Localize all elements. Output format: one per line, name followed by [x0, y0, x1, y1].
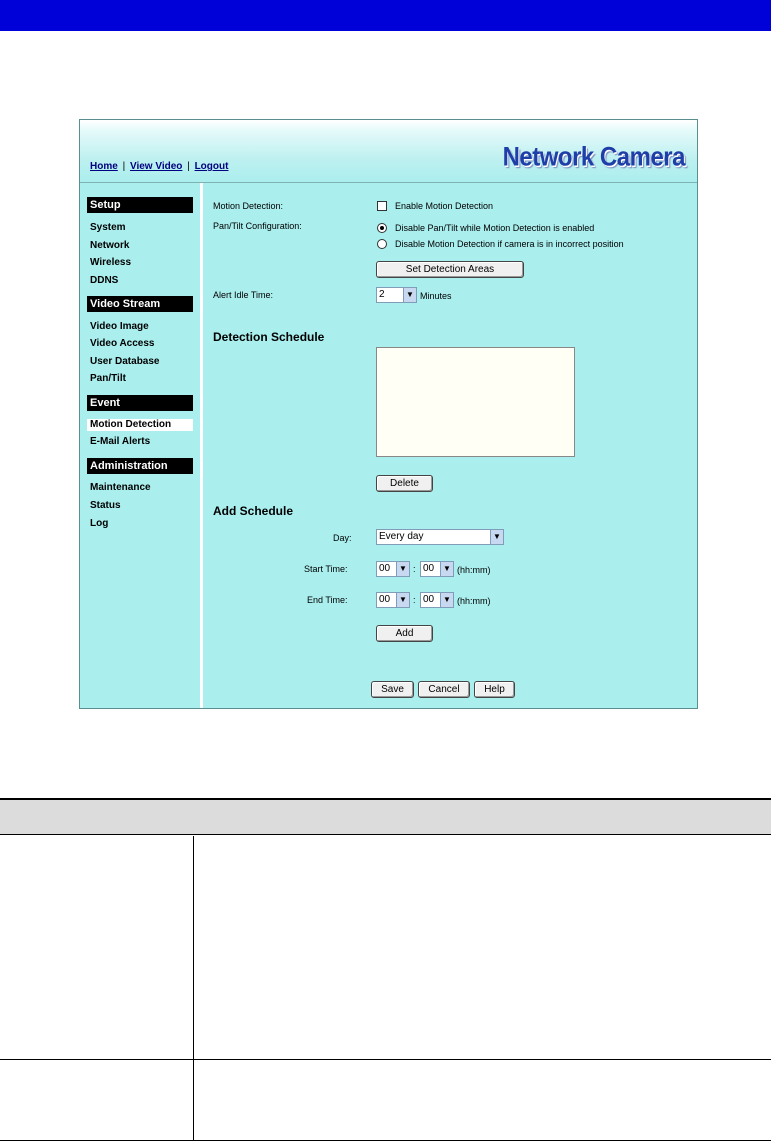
start-hour-select[interactable] — [376, 561, 410, 577]
chevron-down-icon: ▼ — [396, 562, 409, 576]
table-header-row — [0, 800, 771, 835]
sidebar-item-email-alerts[interactable]: E-Mail Alerts — [90, 436, 151, 447]
add-button[interactable]: Add — [376, 625, 433, 642]
sidebar-item-video-access[interactable]: Video Access — [90, 338, 155, 349]
top-blue-bar — [0, 0, 771, 31]
motion-detection-label: Motion Detection: — [213, 201, 284, 211]
schedule-listbox[interactable] — [376, 347, 575, 457]
table-column-divider — [193, 1060, 194, 1140]
sidebar-item-user-database[interactable]: User Database — [90, 356, 160, 367]
day-label: Day: — [333, 533, 352, 543]
sidebar-item-wireless[interactable]: Wireless — [90, 257, 132, 268]
main-panel — [206, 183, 697, 708]
enable-motion-detection-checkbox[interactable] — [377, 201, 387, 211]
chevron-down-icon: ▼ — [440, 562, 453, 576]
delete-button[interactable]: Delete — [376, 475, 433, 492]
brand-logo: Network Camera — [502, 142, 685, 173]
sidebar-heading-video-stream: Video Stream — [87, 296, 193, 312]
day-select[interactable] — [376, 529, 504, 545]
help-button[interactable]: Help — [474, 681, 515, 698]
time-colon: : — [413, 595, 416, 605]
sidebar-item-ddns[interactable]: DDNS — [90, 275, 119, 286]
day-value: Every day — [379, 531, 424, 542]
table-row-divider — [0, 1059, 771, 1060]
chevron-down-icon: ▼ — [490, 530, 503, 544]
end-minute-value: 00 — [423, 594, 435, 605]
pan-tilt-option1-label: Disable Pan/Tilt while Motion Detection is enabled — [395, 223, 595, 233]
sidebar-item-system[interactable]: System — [90, 222, 126, 233]
nav-view-video-link[interactable]: View Video — [129, 161, 183, 172]
chevron-down-icon: ▼ — [396, 593, 409, 607]
end-time-label: End Time: — [307, 595, 348, 605]
table-column-divider — [193, 836, 194, 1059]
sidebar-item-status[interactable]: Status — [90, 500, 121, 511]
alert-idle-time-value: 2 — [379, 289, 385, 300]
time-colon: : — [413, 564, 416, 574]
sidebar-heading-event: Event — [87, 395, 193, 411]
header — [80, 120, 697, 183]
camera-config-screenshot — [79, 119, 698, 709]
pan-tilt-option1-radio[interactable] — [377, 223, 387, 233]
add-schedule-heading: Add Schedule — [213, 504, 294, 518]
end-hour-value: 00 — [379, 594, 391, 605]
sidebar-item-pan-tilt[interactable]: Pan/Tilt — [90, 373, 126, 384]
nav-separator: | — [122, 161, 126, 172]
save-button[interactable]: Save — [371, 681, 414, 698]
start-time-label: Start Time: — [304, 564, 348, 574]
nav-home-link[interactable]: Home — [90, 161, 118, 172]
nav-links — [90, 161, 228, 172]
sidebar-item-motion-detection[interactable]: Motion Detection — [87, 419, 193, 431]
description-table — [0, 798, 771, 800]
end-hour-select[interactable] — [376, 592, 410, 608]
pan-tilt-option2-radio[interactable] — [377, 239, 387, 249]
chevron-down-icon: ▼ — [403, 288, 416, 302]
time-format-hint: (hh:mm) — [457, 565, 491, 575]
sidebar-item-log[interactable]: Log — [90, 518, 109, 529]
end-minute-select[interactable] — [420, 592, 454, 608]
start-minute-value: 00 — [423, 563, 435, 574]
alert-idle-time-select[interactable] — [376, 287, 417, 303]
pan-tilt-option2-label: Disable Motion Detection if camera is in incorrect position — [395, 239, 624, 249]
time-format-hint: (hh:mm) — [457, 596, 491, 606]
start-minute-select[interactable] — [420, 561, 454, 577]
alert-idle-time-label: Alert Idle Time: — [213, 290, 274, 300]
pan-tilt-label: Pan/Tilt Configuration: — [213, 221, 302, 231]
set-detection-areas-button[interactable]: Set Detection Areas — [376, 261, 524, 278]
start-hour-value: 00 — [379, 563, 391, 574]
sidebar-item-maintenance[interactable]: Maintenance — [90, 482, 151, 493]
enable-motion-detection-label: Enable Motion Detection — [395, 201, 494, 211]
nav-logout-link[interactable]: Logout — [194, 161, 229, 172]
minutes-label: Minutes — [420, 291, 452, 301]
chevron-down-icon: ▼ — [440, 593, 453, 607]
sidebar-heading-administration: Administration — [87, 458, 193, 474]
table-bottom-border — [0, 1140, 771, 1141]
sidebar — [80, 183, 203, 708]
sidebar-item-network[interactable]: Network — [90, 240, 130, 251]
nav-separator: | — [187, 161, 190, 172]
sidebar-item-video-image[interactable]: Video Image — [90, 321, 149, 332]
detection-schedule-heading: Detection Schedule — [213, 330, 325, 344]
sidebar-heading-setup: Setup — [87, 197, 193, 213]
cancel-button[interactable]: Cancel — [418, 681, 470, 698]
